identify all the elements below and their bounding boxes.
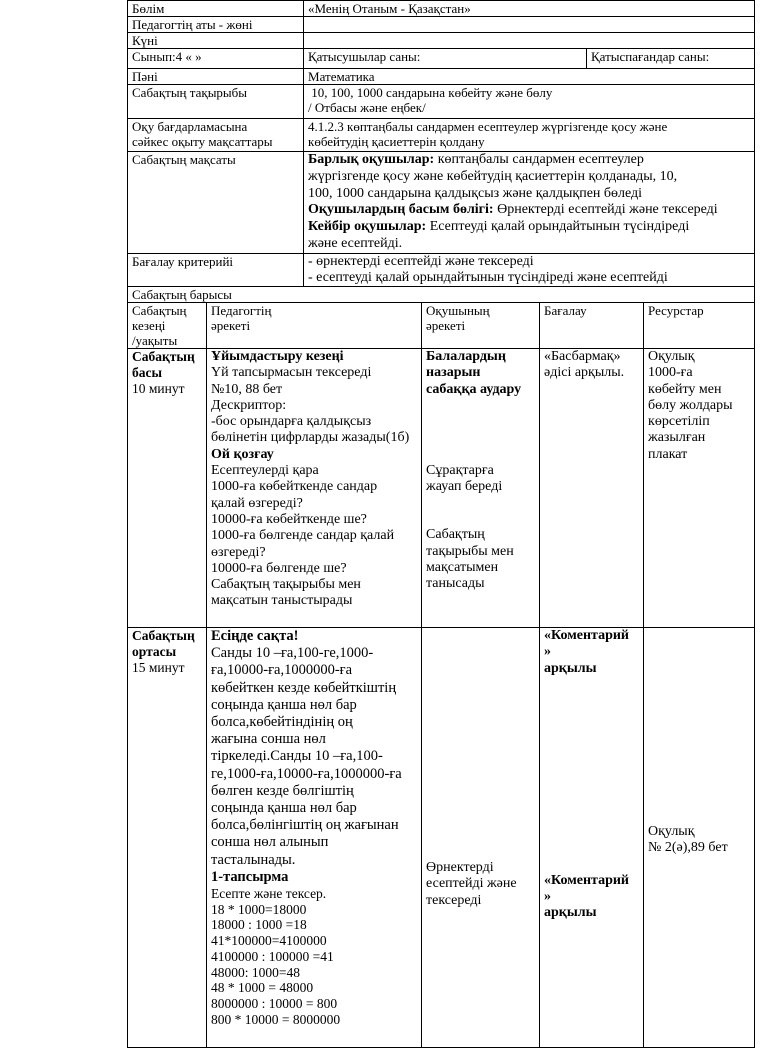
row-bolim xyxy=(128,1,755,17)
middle-assess-b-1: «Коментарий xyxy=(544,872,629,888)
beginning-stage xyxy=(128,349,207,628)
beginning-student-a-2: жауап береді xyxy=(426,479,503,495)
topic-line-2: / Отбасы және еңбек/ xyxy=(308,100,426,115)
criteria-value xyxy=(304,254,755,287)
goal-value xyxy=(304,152,755,254)
row-goal xyxy=(128,152,755,254)
beginning-student-b-2: тақырыбы мен xyxy=(426,543,514,559)
beginning-res-line-5: көрсетіліп xyxy=(648,414,710,430)
beginning-res-line-6: жазылған xyxy=(648,430,706,446)
col-student-header xyxy=(422,303,540,349)
beginning-student-bold-3: сабаққа аудару xyxy=(426,381,522,397)
middle-student-line-1: Өрнектерді xyxy=(426,860,494,875)
objectives-line-1: 4.1.2.3 көптаңбалы сандармен есептеулер жүргізгенде қосу және xyxy=(308,119,668,134)
middle-assess-b-2: » xyxy=(544,889,552,905)
middle-stage-line-2: ортасы xyxy=(132,644,177,659)
middle-teacher-line-13: тасталынады. xyxy=(211,851,296,868)
beginning-teacher-heading: Ұйымдастыру кезеңі xyxy=(211,349,344,364)
beginning-teacher-line-16: мақсатын таныстырады xyxy=(211,593,353,609)
beginning-res-line-4: бөлу жолдары xyxy=(648,397,733,413)
criteria-line-1: - өрнектерді есептейді және тексереді xyxy=(308,254,534,269)
middle-remember: Есіңде сақта! xyxy=(211,628,299,644)
beginning-teacher-line-6: бөлінетін цифрларды жазады(1б) xyxy=(211,430,410,446)
beginning-stage-time: 10 минут xyxy=(132,381,185,396)
beginning-res-line-3: көбейту мен xyxy=(648,381,722,397)
middle-teacher-line-9: бөлген кезде бөлгіштің xyxy=(211,782,354,799)
beginning-assess-line-2: әдісі арқылы. xyxy=(544,365,625,381)
col-student-line-2: әрекеті xyxy=(426,318,466,333)
row-beginning xyxy=(128,349,755,628)
beginning-teacher-line-12: 1000-ға бөлгенде сандар қалай xyxy=(211,528,395,544)
present-label: Қатысушылар саны: xyxy=(304,49,587,69)
middle-teacher-line-7: тіркеледі.Санды 10 –ға,100- xyxy=(211,748,383,765)
beginning-student-a-1: Сұрақтарға xyxy=(426,462,494,478)
subject-label: Пәні xyxy=(128,69,304,85)
bolim-label: Бөлім xyxy=(128,1,304,17)
middle-teacher xyxy=(207,628,422,1048)
topic-value xyxy=(304,85,755,119)
goal-all-line-2: жүргізгенде қосу және көбейтудің қасиеттерін қолданады, 10, xyxy=(308,168,678,184)
beginning-teacher-line-5: -бос орындарға қалдықсыз xyxy=(211,414,372,430)
middle-stage-line-1: Сабақтың xyxy=(132,628,195,643)
beginning-student-b-1: Сабақтың xyxy=(426,527,485,543)
beginning-teacher-line-9: 1000-ға көбейткенде сандар xyxy=(211,479,378,495)
col-stage-line-2: кезеңі xyxy=(132,318,166,333)
goal-most-text: Өрнектерді есептейді және тексереді xyxy=(493,202,718,218)
beginning-assess-line-1: «Басбармақ» xyxy=(544,349,621,364)
middle-student xyxy=(422,628,540,1048)
middle-equation-1: 18 * 1000=18000 xyxy=(211,901,307,917)
goal-all-bold: Барлық оқушылар: xyxy=(308,152,435,167)
middle-equation-8: 800 * 10000 = 8000000 xyxy=(211,1011,341,1027)
middle-teacher-line-12: сонша нөл алынып xyxy=(211,834,329,851)
row-progress xyxy=(128,287,755,303)
middle-teacher-line-6: жағына сонша нөл xyxy=(211,731,326,748)
subject-value: Математика xyxy=(304,69,755,85)
class-label: Сынып:4 « » xyxy=(128,49,304,69)
beginning-assessment xyxy=(540,349,644,628)
row-teacher xyxy=(128,17,755,33)
beginning-stage-line-1: Сабақтың xyxy=(132,349,195,364)
goal-some-line-2: және есептейді. xyxy=(308,235,403,251)
middle-teacher-line-10: соңында қанша нөл бар xyxy=(211,800,357,817)
goal-some-line-1: Есептеуді қалай орындайтынын түсіндіреді xyxy=(426,219,690,235)
middle-teacher-line-1: Санды 10 –ға,100-ге,1000- xyxy=(211,645,374,662)
middle-stage-time: 15 минут xyxy=(132,660,185,675)
goal-label: Сабақтың мақсаты xyxy=(128,152,304,254)
date-value xyxy=(304,33,755,49)
beginning-student-b-4: танысады xyxy=(426,576,485,592)
beginning-teacher xyxy=(207,349,422,628)
beginning-res-line-1: Оқулық xyxy=(648,349,695,364)
teacher-value xyxy=(304,17,755,33)
objectives-label xyxy=(128,119,304,152)
middle-stage xyxy=(128,628,207,1048)
beginning-teacher-line-8: Есептеулерді қара xyxy=(211,463,319,479)
middle-equation-7: 8000000 : 10000 = 800 xyxy=(211,995,338,1011)
beginning-res-line-2: 1000-ға xyxy=(648,365,693,381)
middle-assess-b-3: арқылы xyxy=(544,905,597,921)
row-column-headers xyxy=(128,303,755,349)
middle-res-line-2: № 2(ә),89 бет xyxy=(648,840,728,856)
middle-res-line-1: Оқулық xyxy=(648,824,695,839)
beginning-teacher-heading-2: Ой қозғау xyxy=(211,446,274,462)
beginning-teacher-line-13: өзгереді? xyxy=(211,544,266,560)
objectives-label-2: сәйкес оқыту мақсаттары xyxy=(132,134,273,149)
beginning-teacher-line-10: қалай өзгереді? xyxy=(211,495,303,511)
middle-teacher-line-2: ға,10000-ға,1000000-ға xyxy=(211,662,353,679)
beginning-stage-line-2: басы xyxy=(132,365,163,380)
date-label: Күні xyxy=(128,33,304,49)
middle-assessment xyxy=(540,628,644,1048)
middle-task1-desc: Есепте және тексер. xyxy=(211,886,327,902)
col-teacher-line-1: Педагогтің xyxy=(211,303,272,318)
beginning-teacher-line-14: 10000-ға бөлгенде ше? xyxy=(211,560,347,576)
col-stage-line-3: /уақыты xyxy=(132,333,178,348)
absent-label: Қатыспағандар саны: xyxy=(587,49,755,69)
beginning-teacher-line-3: №10, 88 бет xyxy=(211,381,283,397)
beginning-teacher-line-4: Дескриптор: xyxy=(211,397,287,413)
row-subject xyxy=(128,69,755,85)
col-stage-line-1: Сабақтың xyxy=(132,303,187,318)
beginning-student xyxy=(422,349,540,628)
beginning-res-line-7: плакат xyxy=(648,446,688,462)
beginning-student-bold-2: назарын xyxy=(426,365,481,381)
criteria-line-2: - есептеуді қалай орындайтынын түсіндіреді және есептейді xyxy=(308,270,668,285)
middle-equation-4: 4100000 : 100000 =41 xyxy=(211,948,334,964)
beginning-student-bold-1: Балалардың xyxy=(426,349,506,364)
col-student-line-1: Оқушының xyxy=(426,303,490,318)
goal-all-line-3: 100, 1000 сандарына қалдықсыз және қалдықпен бөледі xyxy=(308,185,643,201)
col-assessment-header: Бағалау xyxy=(540,303,644,349)
middle-equation-5: 48000: 1000=48 xyxy=(211,964,300,980)
middle-teacher-line-8: ге,1000-ға,10000-ға,1000000-ға xyxy=(211,765,402,782)
goal-all-line-1: көптаңбалы сандармен есептеулер xyxy=(434,152,644,167)
topic-label: Сабақтың тақырыбы xyxy=(128,85,304,119)
objectives-line-2: көбейтудің қасиеттерін қолдану xyxy=(308,134,485,149)
middle-equation-3: 41*100000=4100000 xyxy=(211,933,327,949)
middle-student-line-3: тексереді xyxy=(426,892,482,908)
middle-resources xyxy=(644,628,755,1048)
middle-teacher-line-3: көбейткен кезде көбейткіштің xyxy=(211,679,397,696)
col-resources-header: Ресурстар xyxy=(644,303,755,349)
beginning-student-b-3: мақсатымен xyxy=(426,560,499,576)
middle-teacher-line-11: болса,бөлінгіштің оң жағынан xyxy=(211,817,399,834)
objectives-label-1: Оқу бағдарламасына xyxy=(132,119,248,134)
beginning-resources xyxy=(644,349,755,628)
middle-equation-2: 18000 : 1000 =18 xyxy=(211,917,307,933)
col-stage-header xyxy=(128,303,207,349)
middle-equation-6: 48 * 1000 = 48000 xyxy=(211,980,314,996)
col-teacher-line-2: әрекеті xyxy=(211,318,251,333)
beginning-teacher-line-11: 10000-ға көбейткенде ше? xyxy=(211,511,367,527)
goal-most-bold: Оқушылардың басым бөлігі: xyxy=(308,202,494,218)
col-teacher-header xyxy=(207,303,422,349)
middle-teacher-line-5: болса,көбейтіндінің оң xyxy=(211,714,353,731)
middle-assess-a-1: «Коментарий xyxy=(544,628,629,643)
beginning-teacher-line-15: Сабақтың тақырыбы мен xyxy=(211,577,361,593)
middle-student-line-2: есептейді және xyxy=(426,876,517,892)
row-criteria xyxy=(128,254,755,287)
row-objectives xyxy=(128,119,755,152)
row-date xyxy=(128,33,755,49)
progress-label: Сабақтың барысы xyxy=(128,287,755,303)
beginning-teacher-line-2: Үй тапсырмасын тексереді xyxy=(211,365,372,381)
row-topic xyxy=(128,85,755,119)
middle-task1-heading: 1-тапсырма xyxy=(211,868,289,885)
topic-line-1: 10, 100, 1000 сандарына көбейту және бөлу xyxy=(308,85,553,100)
goal-some-bold: Кейбір оқушылар: xyxy=(308,219,427,235)
middle-assess-a-2: » xyxy=(544,644,552,660)
middle-teacher-line-4: соңында қанша нөл бар xyxy=(211,696,357,713)
teacher-label: Педагогтің аты - жөні xyxy=(128,17,304,33)
row-class xyxy=(128,49,755,69)
middle-assess-a-3: арқылы xyxy=(544,660,597,676)
bolim-value: «Менің Отаным - Қазақстан» xyxy=(304,1,755,17)
objectives-value xyxy=(304,119,755,152)
criteria-label: Бағалау критерийі xyxy=(128,254,304,287)
row-middle xyxy=(128,628,755,1048)
lesson-plan-table xyxy=(127,0,755,1048)
